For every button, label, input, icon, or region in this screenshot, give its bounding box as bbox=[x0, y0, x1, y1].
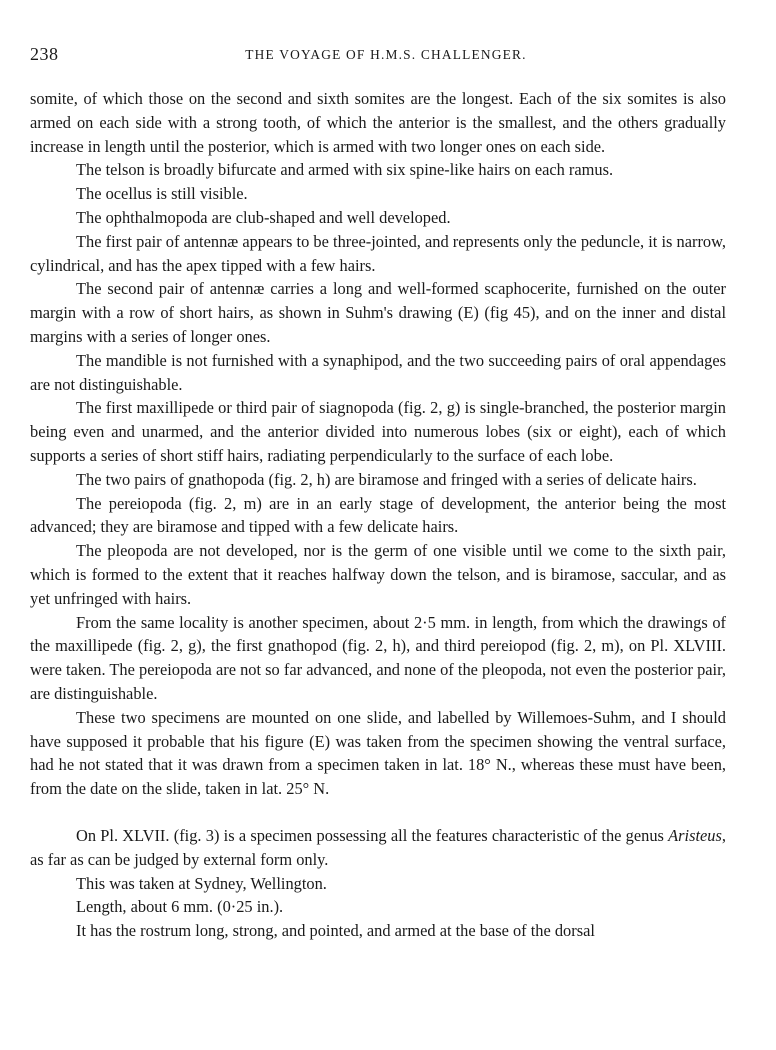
paragraph-maxillipede: The first maxillipede or third pair of siagnopoda (fig. 2, g) is single-branched, the posterior margin being even and unarmed, and the anterior divided into numerous lobes (six or eight), each of which supports a series of short stiff hairs, radiating perpendicularly to the surface of each lobe. bbox=[30, 398, 726, 465]
paragraph-mandible: The mandible is not furnished with a synaphipod, and the two succeeding pairs of oral appendages are not distinguishable. bbox=[30, 350, 726, 394]
page-header bbox=[30, 44, 742, 68]
paragraph-locality: This was taken at Sydney, Wellington. bbox=[76, 873, 327, 893]
aristeus-intro-suffix: , as far as can be judged by external form only. bbox=[30, 825, 726, 869]
paragraph-ocellus: The ocellus is still visible. bbox=[76, 184, 248, 204]
aristeus-intro-prefix: On Pl. XLVII. (fig. 3) is a specimen possessing all the features characteristic of the genus bbox=[76, 825, 669, 845]
paragraph-second-specimen: From the same locality is another specimen, about 2·5 mm. in length, from which the drawings of the maxillipede (fig. 2, g), the first gnathopod (fig. 2, h), and third pereiopod (fig. 2, m), on Pl. XLVIII. were taken. The pereiopoda are not so far advanced, and none of the pleopoda, not even the posterior pair, are distinguishable. bbox=[30, 612, 726, 703]
paragraph-telson: The telson is broadly bifurcate and armed with six spine-like hairs on each ramus. bbox=[76, 160, 614, 180]
paragraph-slide-labels: These two specimens are mounted on one slide, and labelled by Willemoes-Suhm, and I should have supposed it probable that his figure (E) was taken from the specimen showing the ventral surface, had he not stated that it was drawn from a specimen taken in lat. 18° N., whereas these must have been, from the date on the slide, taken in lat. 25° N. bbox=[30, 707, 726, 799]
paragraph-first-antennae: The first pair of antennæ appears to be three-jointed, and represents only the peduncle, it is narrow, cylindrical, and has the apex tipped with a few hairs. bbox=[30, 231, 726, 275]
paragraph-pleopoda: The pleopoda are not developed, nor is the germ of one visible until we come to the sixth pair, which is formed to the extent that it reaches halfway down the telson, and is biramose, saccular, and as yet unfringed with hairs. bbox=[30, 541, 726, 608]
genus-name: Aristeus bbox=[668, 825, 722, 845]
paragraph-somite-continuation: somite, of which those on the second and sixth somites are the longest. Each of the six somites is also armed on each side with a strong tooth, of which the anterior is the smallest, and the others gradually increase in length until the posterior, which is armed with two longer ones on each side. bbox=[30, 89, 726, 156]
paragraph-rostrum: It has the rostrum long, strong, and pointed, and armed at the base of the dorsal bbox=[76, 921, 595, 941]
running-title: THE VOYAGE OF H.M.S. CHALLENGER. bbox=[245, 47, 527, 62]
body-text bbox=[30, 87, 726, 943]
page-number: 238 bbox=[30, 44, 59, 64]
paragraph-gnathopoda: The two pairs of gnathopoda (fig. 2, h) are biramose and fringed with a series of delicate hairs. bbox=[76, 469, 697, 489]
paragraph-second-antennae: The second pair of antennæ carries a long and well-formed scaphocerite, furnished on the outer margin with a row of short hairs, as shown in Suhm's drawing (E) (fig 45), and on the inner and distal margins with a series of longer ones. bbox=[30, 279, 726, 346]
paragraph-length: Length, about 6 mm. (0·25 in.). bbox=[76, 897, 284, 917]
paragraph-pereiopoda: The pereiopoda (fig. 2, m) are in an early stage of development, the anterior being the most advanced; they are biramose and tipped with a few delicate hairs. bbox=[30, 493, 726, 537]
paragraph-ophthalmopoda: The ophthalmopoda are club-shaped and well developed. bbox=[76, 207, 451, 227]
paragraph-aristeus-intro bbox=[30, 824, 726, 872]
